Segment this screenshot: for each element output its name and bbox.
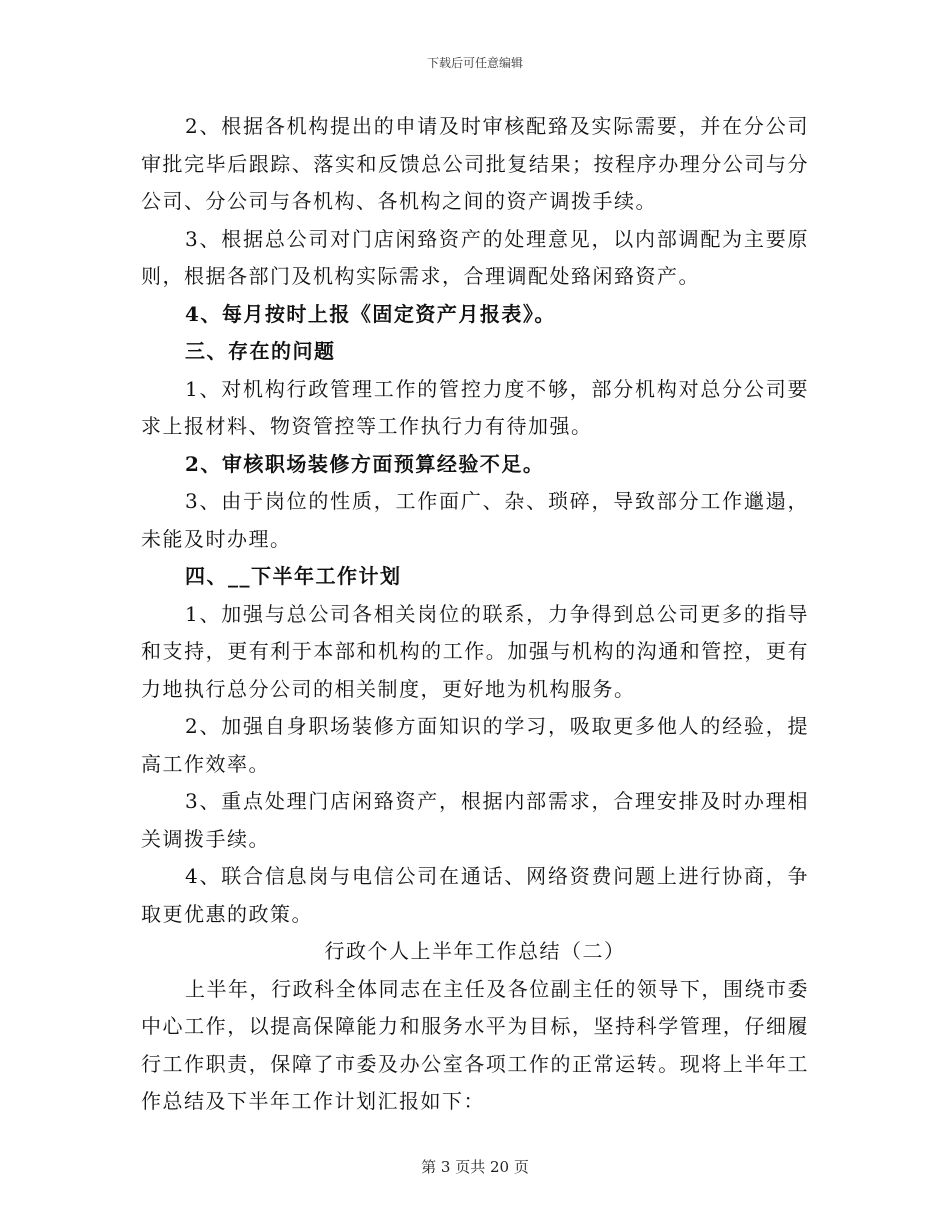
paragraph-plan-telecom: 4、联合信息岗与电信公司在通话、网络资费问题上进行协商，争取更优惠的政策。	[141, 864, 809, 926]
page-header: 下载后可任意编辑	[426, 56, 523, 70]
paragraph-plan-idle-assets: 3、重点处理门店闲臵资产，根据内部需求，合理安排及时办理相关调拨手续。	[141, 789, 809, 851]
section-heading-plan: 四、__下半年工作计划	[185, 564, 402, 588]
page-number: 第 3 页共 20 页	[421, 1158, 529, 1176]
paragraph-idle-assets: 3、根据总公司对门店闲臵资产的处理意见，以内部调配为主要原则，根据各部门及机构实际需求，合理调配处臵闲臵资产。	[141, 226, 809, 288]
paragraph-issue-control: 1、对机构行政管理工作的管控力度不够，部分机构对总分公司要求上报材料、物资管控等工作执行力有待加强。	[141, 376, 809, 438]
paragraph-plan-coordination: 1、加强与总公司各相关岗位的联系，力争得到总公司更多的指导和支持，更有利于本部和机构的工作。加强与机构的沟通和管控，更有力地执行总分公司的相关制度，更好地为机构服务。	[141, 601, 809, 701]
paragraph-monthly-report: 4、每月按时上报《固定资产月报表》。	[185, 301, 556, 326]
paragraph-asset-review: 2、根据各机构提出的申请及时审核配臵及实际需要，并在分公司审批完毕后跟踪、落实和反馈总公司批复结果；按程序办理分公司与分公司、分公司与各机构、各机构之间的资产调拨手续。	[141, 114, 809, 213]
paragraph-issue-workload: 3、由于岗位的性质，工作面广、杂、琐碎，导致部分工作邋遢，未能及时办理。	[141, 489, 809, 551]
document-title: 行政个人上半年工作总结（二）	[324, 939, 626, 963]
paragraph-issue-budget: 2、审核职场装修方面预算经验不足。	[185, 451, 545, 476]
document-body	[141, 108, 809, 1121]
section-heading-issues: 三、存在的问题	[185, 339, 336, 363]
paragraph-intro: 上半年，行政科全体同志在主任及各位副主任的领导下，围绕市委中心工作，以提高保障能力和服务水平为目标，坚持科学管理，仔细履行工作职责，保障了市委及办公室各项工作的正常运转。现将上半年工作总结及下半年工作计划汇报如下：	[141, 976, 809, 1113]
paragraph-plan-learning: 2、加强自身职场装修方面知识的学习，吸取更多他人的经验，提高工作效率。	[141, 714, 809, 776]
